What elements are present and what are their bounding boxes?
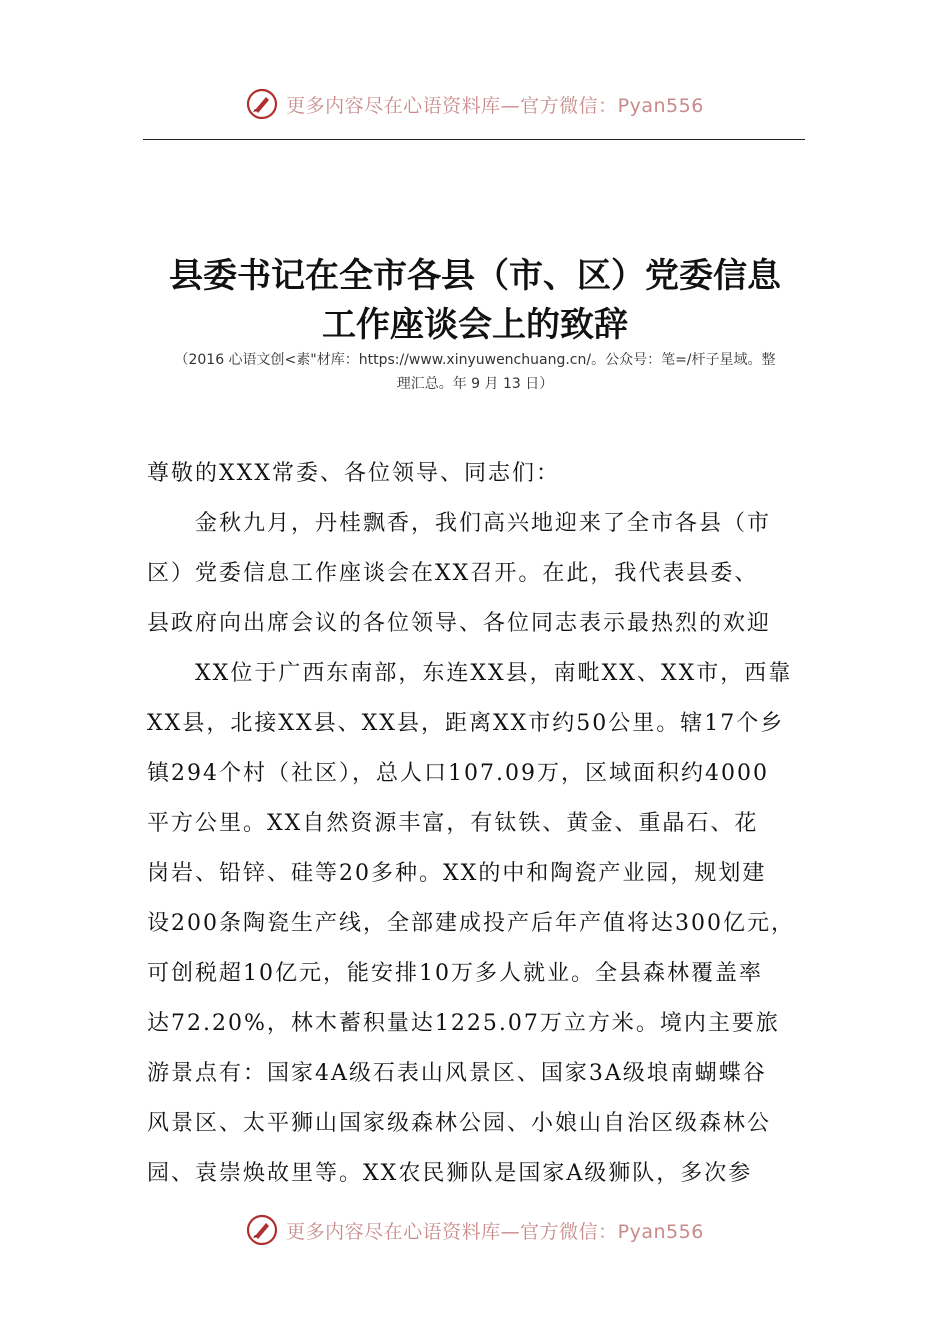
header-divider [143, 139, 805, 140]
body-line: 尊敬的XXX常委、各位领导、同志们： [147, 461, 560, 486]
body-line: XX县，北接XX县、XX县，距离XX市约50公里。辖17个乡 [147, 711, 785, 736]
body-line: 金秋九月，丹桂飘香，我们高兴地迎来了全市各县（市 [147, 511, 772, 536]
document-title-line-1: 县委书记在全市各县（市、区）党委信息 [169, 256, 781, 296]
body-line: 镇294个村（社区），总人口107.09万，区域面积约4000 [147, 761, 769, 786]
body-line: 风景区、太平狮山国家级森林公园、小娘山自治区级森林公 [147, 1111, 772, 1136]
header-banner-text: 更多内容尽在心语资料库—官方微信：Pyan556 [286, 94, 704, 117]
body-line: XX位于广西东南部，东连XX县，南毗XX、XX市，西靠 [147, 661, 793, 686]
body-line: 可创税超10亿元，能安排10万多人就业。全县森林覆盖率 [147, 961, 763, 986]
pen-logo-icon [246, 88, 278, 120]
source-note-line-1: （2016 心语文创<素"材库：https://www.xinyuwenchuang.cn/。公众号：笔=/杆子星域。整 [174, 352, 776, 368]
source-note-line-2: 理汇总。年 9 月 13 日） [396, 376, 554, 392]
header-banner [0, 84, 950, 124]
body-line: 达72.20%，林木蓄积量达1225.07万立方米。境内主要旅 [147, 1011, 780, 1036]
body-line: 园、袁崇焕故里等。XX农民狮队是国家A级狮队，多次参 [147, 1161, 753, 1186]
body-line: 游景点有：国家4A级石表山风景区、国家3A级埌南蝴蝶谷 [147, 1061, 767, 1086]
footer-banner [0, 1210, 950, 1250]
body-line: 区）党委信息工作座谈会在XX召开。在此，我代表县委、 [147, 561, 759, 586]
body-line: 岗岩、铅锌、硅等20多种。XX的中和陶瓷产业园，规划建 [147, 861, 767, 886]
pen-logo-icon [246, 1214, 278, 1246]
document-title-line-2: 工作座谈会上的致辞 [322, 305, 628, 345]
body-line: 设200条陶瓷生产线，全部建成投产后年产值将达300亿元， [147, 911, 795, 936]
footer-banner-text: 更多内容尽在心语资料库—官方微信：Pyan556 [286, 1220, 704, 1243]
body-line: 县政府向出席会议的各位领导、各位同志表示最热烈的欢迎 [147, 611, 772, 636]
body-line: 平方公里。XX自然资源丰富，有钛铁、黄金、重晶石、花 [147, 811, 759, 836]
